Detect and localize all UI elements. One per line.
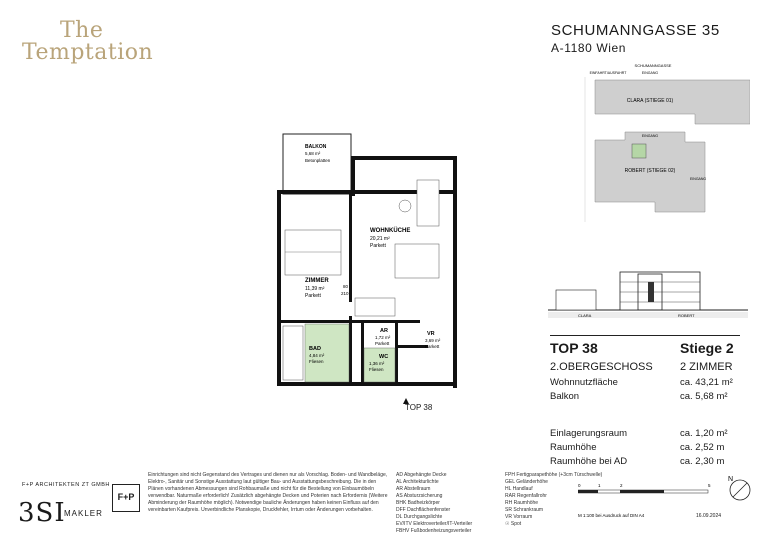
plan-date: 16.09.2024 [696, 513, 722, 519]
address-street: SCHUMANNGASSE 35 [551, 22, 720, 39]
label-zimmer-floor: Parkett [305, 293, 321, 299]
balcony-label: Balkon [550, 391, 580, 402]
site-stair2-label: ROBERT (STIEGE 02) [624, 168, 676, 174]
scale-tick-5: 5 [708, 483, 711, 488]
north-arrow-icon [725, 473, 755, 503]
height-value: ca. 2,52 m [680, 442, 725, 453]
address-city: A-1180 Wien [551, 41, 627, 55]
height-label: Raumhöhe [550, 442, 597, 453]
legend-col-1 [396, 472, 506, 535]
label-bad-area: 4,84 m² [309, 353, 325, 358]
label-balkon: BALKON [305, 144, 327, 150]
legend-item: DL Durchgangslichte [396, 514, 443, 520]
scale-text: M 1:100 bei Ausdruck auf DIN A4 [578, 513, 645, 518]
label-wohnkueche: WOHNKÜCHE [370, 228, 411, 234]
legend-item: ☉ Spot [505, 521, 522, 527]
living-value: ca. 43,21 m² [680, 377, 733, 388]
section-label-left: CLARA [578, 313, 592, 318]
legend-item: DFF Dachflächenfenster [396, 507, 451, 513]
architects-label: F+P ARCHITEKTEN ZT GMBH [22, 482, 110, 488]
legend-item: BHK Badheizkörper [396, 500, 440, 506]
unit-highlight [632, 144, 646, 158]
unit-top: TOP 38 [550, 340, 598, 356]
legend-item: AS Absturzsicherung [396, 493, 443, 499]
site-plan [545, 62, 750, 227]
label-balkon-floor: Betonplatten [305, 158, 331, 163]
label-vr-floor: Parkett [425, 344, 440, 349]
label-bad: BAD [309, 346, 321, 352]
sofa [417, 180, 439, 226]
unit-stiege: Stiege 2 [680, 340, 734, 356]
site-entrance2-label: EINGANG [641, 134, 659, 138]
scale-tick-1: 1 [598, 483, 601, 488]
label-balkon-area: 5,68 m² [305, 151, 321, 156]
section-label-right: ROBERT [678, 313, 695, 318]
site-entrance1-label: EINGANG [641, 71, 659, 75]
company-logo: 3SI [18, 498, 66, 528]
section-highlight [648, 282, 654, 302]
label-wc-area: 1,36 m² [369, 361, 385, 366]
height-ad-value: ca. 2,30 m [680, 456, 725, 467]
legend-item: HL Handlauf [505, 486, 533, 492]
info-divider-top [550, 335, 740, 336]
makler-label: MAKLER [64, 509, 103, 518]
balcony-value: ca. 5,68 m² [680, 391, 728, 402]
legend-item: FBHV Fußbodenheizungsverteiler [396, 528, 472, 534]
unit-floor: 2.OBERGESCHOSS [550, 361, 653, 373]
site-street-label: SCHUMANNGASSE [634, 63, 672, 68]
bed [285, 230, 341, 275]
north-label: N [728, 476, 734, 483]
balcony-outline [283, 134, 351, 194]
legend-item: AD Abgehängte Decke [396, 472, 447, 478]
unit-rooms: 2 ZIMMER [680, 361, 733, 373]
legend-item: EV/ITV Elektroverteiler/IT-Verteiler [396, 521, 473, 527]
brand-line-2: Temptation [22, 40, 154, 65]
label-wc-floor: Fliesen [369, 367, 384, 372]
door-height-zimmer: 210 [341, 291, 349, 296]
scale-tick-2: 2 [620, 483, 623, 488]
site-entrance3-label: EINGANG [690, 177, 707, 181]
top-marker-label: TOP 38 [405, 403, 433, 412]
label-vr-area: 3,69 m² [425, 338, 441, 343]
legend-item: RAR Regenfallrohr [505, 493, 547, 499]
site-stair1-label: CLARA (STIEGE 01) [626, 98, 674, 104]
legend-item: AL Architekturlichte [396, 479, 439, 485]
disclaimer: Einrichtungen sind nicht Gegenstand des Vertrages und dienen nur als Vorschlag. Boden- und Wandbeläge, Elektro-, Sanitär und Sonstige Ausstattung laut gültiger Bau- und Ausstattungsbeschreibung. Die in den Plänen vorhandenen Abmessungen sind Rohbaumaße und nicht für die Bestellung von Einbaumöbeln verwendbar. Naturmaße erforderlich! Zusätzlich abgehängte Decken und Poterien nach Erfordernis (Weitere Abminderung der Raumhöhe möglich). Notwendige bauliche Änderungen haben keinen Einfluss auf den vereinbarten Kaufpreis. Unverbindliche Planskopie, Druckfehler, Irrtum oder Änderungen vorbehalten. [148, 472, 388, 513]
scale-tick-0: 0 [578, 483, 581, 488]
label-vr: VR [427, 331, 435, 337]
height-ad-label: Raumhöhe bei AD [550, 456, 628, 467]
section-drawing [548, 262, 748, 324]
label-wc: WC [379, 354, 389, 360]
label-wohnkueche-area: 20,21 m² [370, 236, 390, 242]
label-zimmer: ZIMMER [305, 278, 329, 284]
floor-plan [275, 130, 460, 420]
label-zimmer-area: 11,39 m² [305, 286, 325, 292]
legend-item: SR Schrankraum [505, 507, 544, 513]
legend-item: VR Vorraum [505, 514, 533, 520]
living-label: Wohnnutzfläche [550, 377, 618, 388]
legend-item: RH Raumhöhe [505, 500, 539, 506]
label-wohnkueche-floor: Parkett [370, 243, 386, 249]
legend-item: FPH Fertigparapethöhe (+3cm Türschwelle) [505, 472, 603, 478]
legend-item: GEL Geländerhöhe [505, 479, 548, 485]
label-ar-area: 1,72 m² [375, 335, 391, 340]
door-width-zimmer: 80 [343, 284, 349, 289]
kitchen-counter [355, 298, 395, 316]
storage-label: Einlagerungsraum [550, 428, 628, 439]
label-ar: AR [380, 328, 388, 334]
brand-line-1: The [60, 18, 104, 43]
bathtub [283, 326, 303, 380]
label-bad-floor: Fliesen [309, 359, 324, 364]
label-ar-floor: Parkett [375, 341, 390, 346]
dining-table [395, 244, 439, 278]
site-garage-label: EINFAHRT/AUSFAHRT [589, 71, 627, 75]
storage-value: ca. 1,20 m² [680, 428, 728, 439]
fp-logo: F+P [112, 484, 140, 512]
legend-item: AR Abstellraum [396, 486, 431, 492]
